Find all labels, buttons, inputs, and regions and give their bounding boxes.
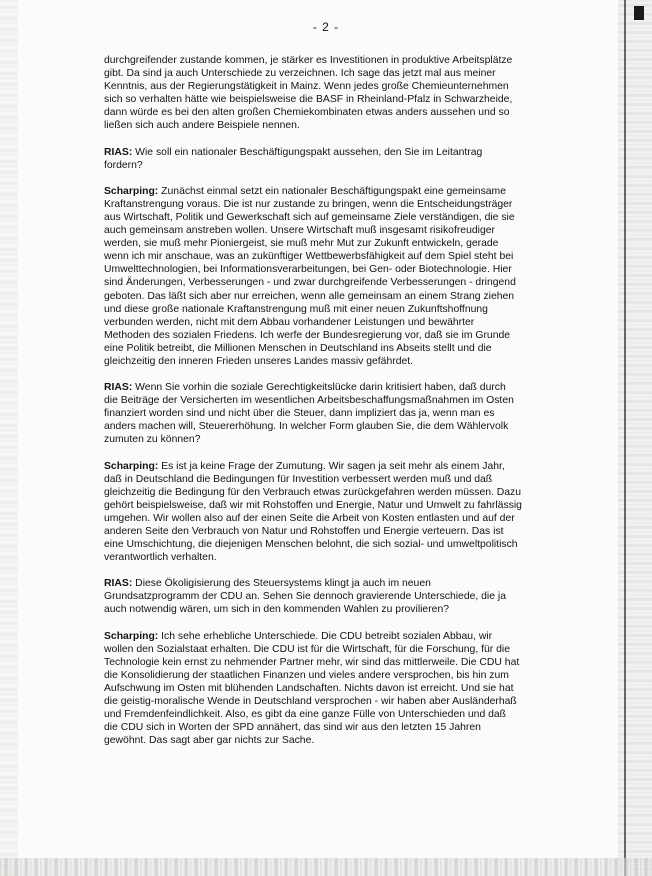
speaker-label: Scharping: <box>104 185 159 197</box>
paragraph-question <box>104 381 522 446</box>
speaker-label: Scharping: <box>104 460 159 472</box>
paragraph-text: Wenn Sie vorhin die soziale Gerechtigkeitslücke darin kritisiert haben, daß durch die Beiträge der Versicherten im wesentlichen Arbeitsbeschaffungsmaßnahmen im Osten finanziert worden sind und nicht über die Steuer, dann impliziert das ja, wenn man es anders machen will, Steuererhöhung. In welcher Form glauben Sie, die dem Wählervolk zumuten zu können? <box>104 382 514 446</box>
scan-edge-line <box>624 0 626 876</box>
paragraph-question <box>104 146 522 172</box>
speaker-label: RIAS: <box>104 382 133 394</box>
paragraph-text: Zunächst einmal setzt ein nationaler Beschäftigungspakt eine gemeinsame Kraftanstrengung voraus. Die ist nur zustande zu bringen, wenn die Entscheidungsträger aus Wirtschaft, Politik und Gewerkschaft sich auf gemeinsame Ziele verständigen, die sie auch gemeinsam anstreben wollen. Unsere Wirtschaft muß insgesamt risikofreudiger werden, sie muß mehr Pioniergeist, sie muß mehr Mut zur Zukunft entwickeln, gerade wenn ich mir anschaue, was an zukünftiger Wettbewerbsfähigkeit auf dem Spiel steht bei Umwelttechnologien, bei Informationsverarbeitungen, bei Gen- oder Biotechnologie. Hier sind Änderungen, Verbesserungen - und zwar durchgreifende Verbesserungen - dringend geboten. Das läßt sich aber nur erreichen, wenn alle gemeinsam an einem Strang ziehen und diese große nationale Kraftanstrengung muß mit einer neuen Zukunftshoffnung verbunden werden, nicht mit dem Abbau vorhandener Leistungen und bewährter Methoden des sozialen Friedens. Ich werfe der Bundesregierung vor, daß sie im Grunde eine Politik betreibt, die Millionen Menschen in Deutschland ins Abseits stellt und die gleichzeitig den inneren Frieden unseres Landes massiv gefährdet. <box>104 185 516 367</box>
page-number: - 2 - <box>312 20 340 34</box>
speaker-label: RIAS: <box>104 578 133 590</box>
paragraph-text: Wie soll ein nationaler Beschäftigungspakt aussehen, den Sie im Leitantrag fordern? <box>104 146 483 171</box>
speaker-label: RIAS: <box>104 146 133 158</box>
paragraph-question <box>104 577 522 616</box>
paragraph-text: Diese Ökoligisierung des Steuersystems klingt ja auch im neuen Grundsatzprogramm der CDU an. Sehen Sie dennoch gravierende Unterschiede, die ja auch notwendig wären, um sich in den kommenden Wahlen zu provilieren? <box>104 578 506 616</box>
paragraph-answer <box>104 460 522 565</box>
paragraph-answer <box>104 185 522 368</box>
interview-text <box>104 54 522 760</box>
scan-edge-bottom <box>0 858 652 876</box>
paragraph-answer <box>104 630 522 748</box>
scan-edge-left <box>0 0 18 876</box>
paragraph-text: durchgreifender zustande kommen, je stärker es Investitionen in produktive Arbeitsplätze gibt. Da sind ja auch Unterschiede zu verzeichnen. Ich sage das jetzt mal aus meiner Kenntnis, aus der Regierungstätigkeit in Mainz. Wenn jedes große Chemieunternehmen sich so verhalten hätte wie beispielsweise die BASF in Rheinland-Pfalz in Schwarzheide, dann würde es bei den alten großen Chemiekombinaten etwas anders aussehen und so ließen sich auch andere Beispiele nennen. <box>104 55 513 132</box>
paragraph-text: Es ist ja keine Frage der Zumutung. Wir sagen ja seit mehr als einem Jahr, daß in Deutschland die Bedingungen für Investition verbessert werden muß und daß gleichzeitig die Bedingung für den Verbrauch etwas zurückgefahren werden müssen. Dazu gehört beispielsweise, daß wir mit Rohstoffen und Energie, Natur und Umwelt zu fahrlässig umgehen. Wir wollen also auf der einen Seite die Arbeit von Kosten entlasten und auf der anderen Seite den Verbrauch von Natur und Rohstoffen und Energie verteuern. Das ist eine Umschichtung, die diejenigen Menschen belohnt, die sich sozial- und umweltpolitisch verantwortlich verhalten. <box>104 460 522 564</box>
scan-corner-mark <box>634 6 644 20</box>
paragraph-text: Ich sehe erhebliche Unterschiede. Die CDU betreibt sozialen Abbau, wir wollen den Sozialstaat erhalten. Die CDU ist für die Wirtschaft, für die Forschung, für die Technologie kein ernst zu nehmender Partner mehr, wir sind das mittlerweile. Die CDU hat die Konsolidierung der staatlichen Finanzen und vieles andere versprochen, bis hin zum Aufschwung im Osten mit blühenden Landschaften. Nichts davon ist erreicht. Und sie hat die geistig-moralische Wende in Deutschland versprochen - wir haben aber Ausländerhaß und Fremdenfeindlichkeit. Also, es gibt da eine ganze Fülle von Unterschieden und daß die CDU sich in Worten der SPD annähert, das sind wir aus den letzten 15 Jahren gewöhnt. Das sagt aber gar nichts zur Sache. <box>104 630 520 747</box>
speaker-label: Scharping: <box>104 630 159 642</box>
paragraph-intro <box>104 54 522 133</box>
